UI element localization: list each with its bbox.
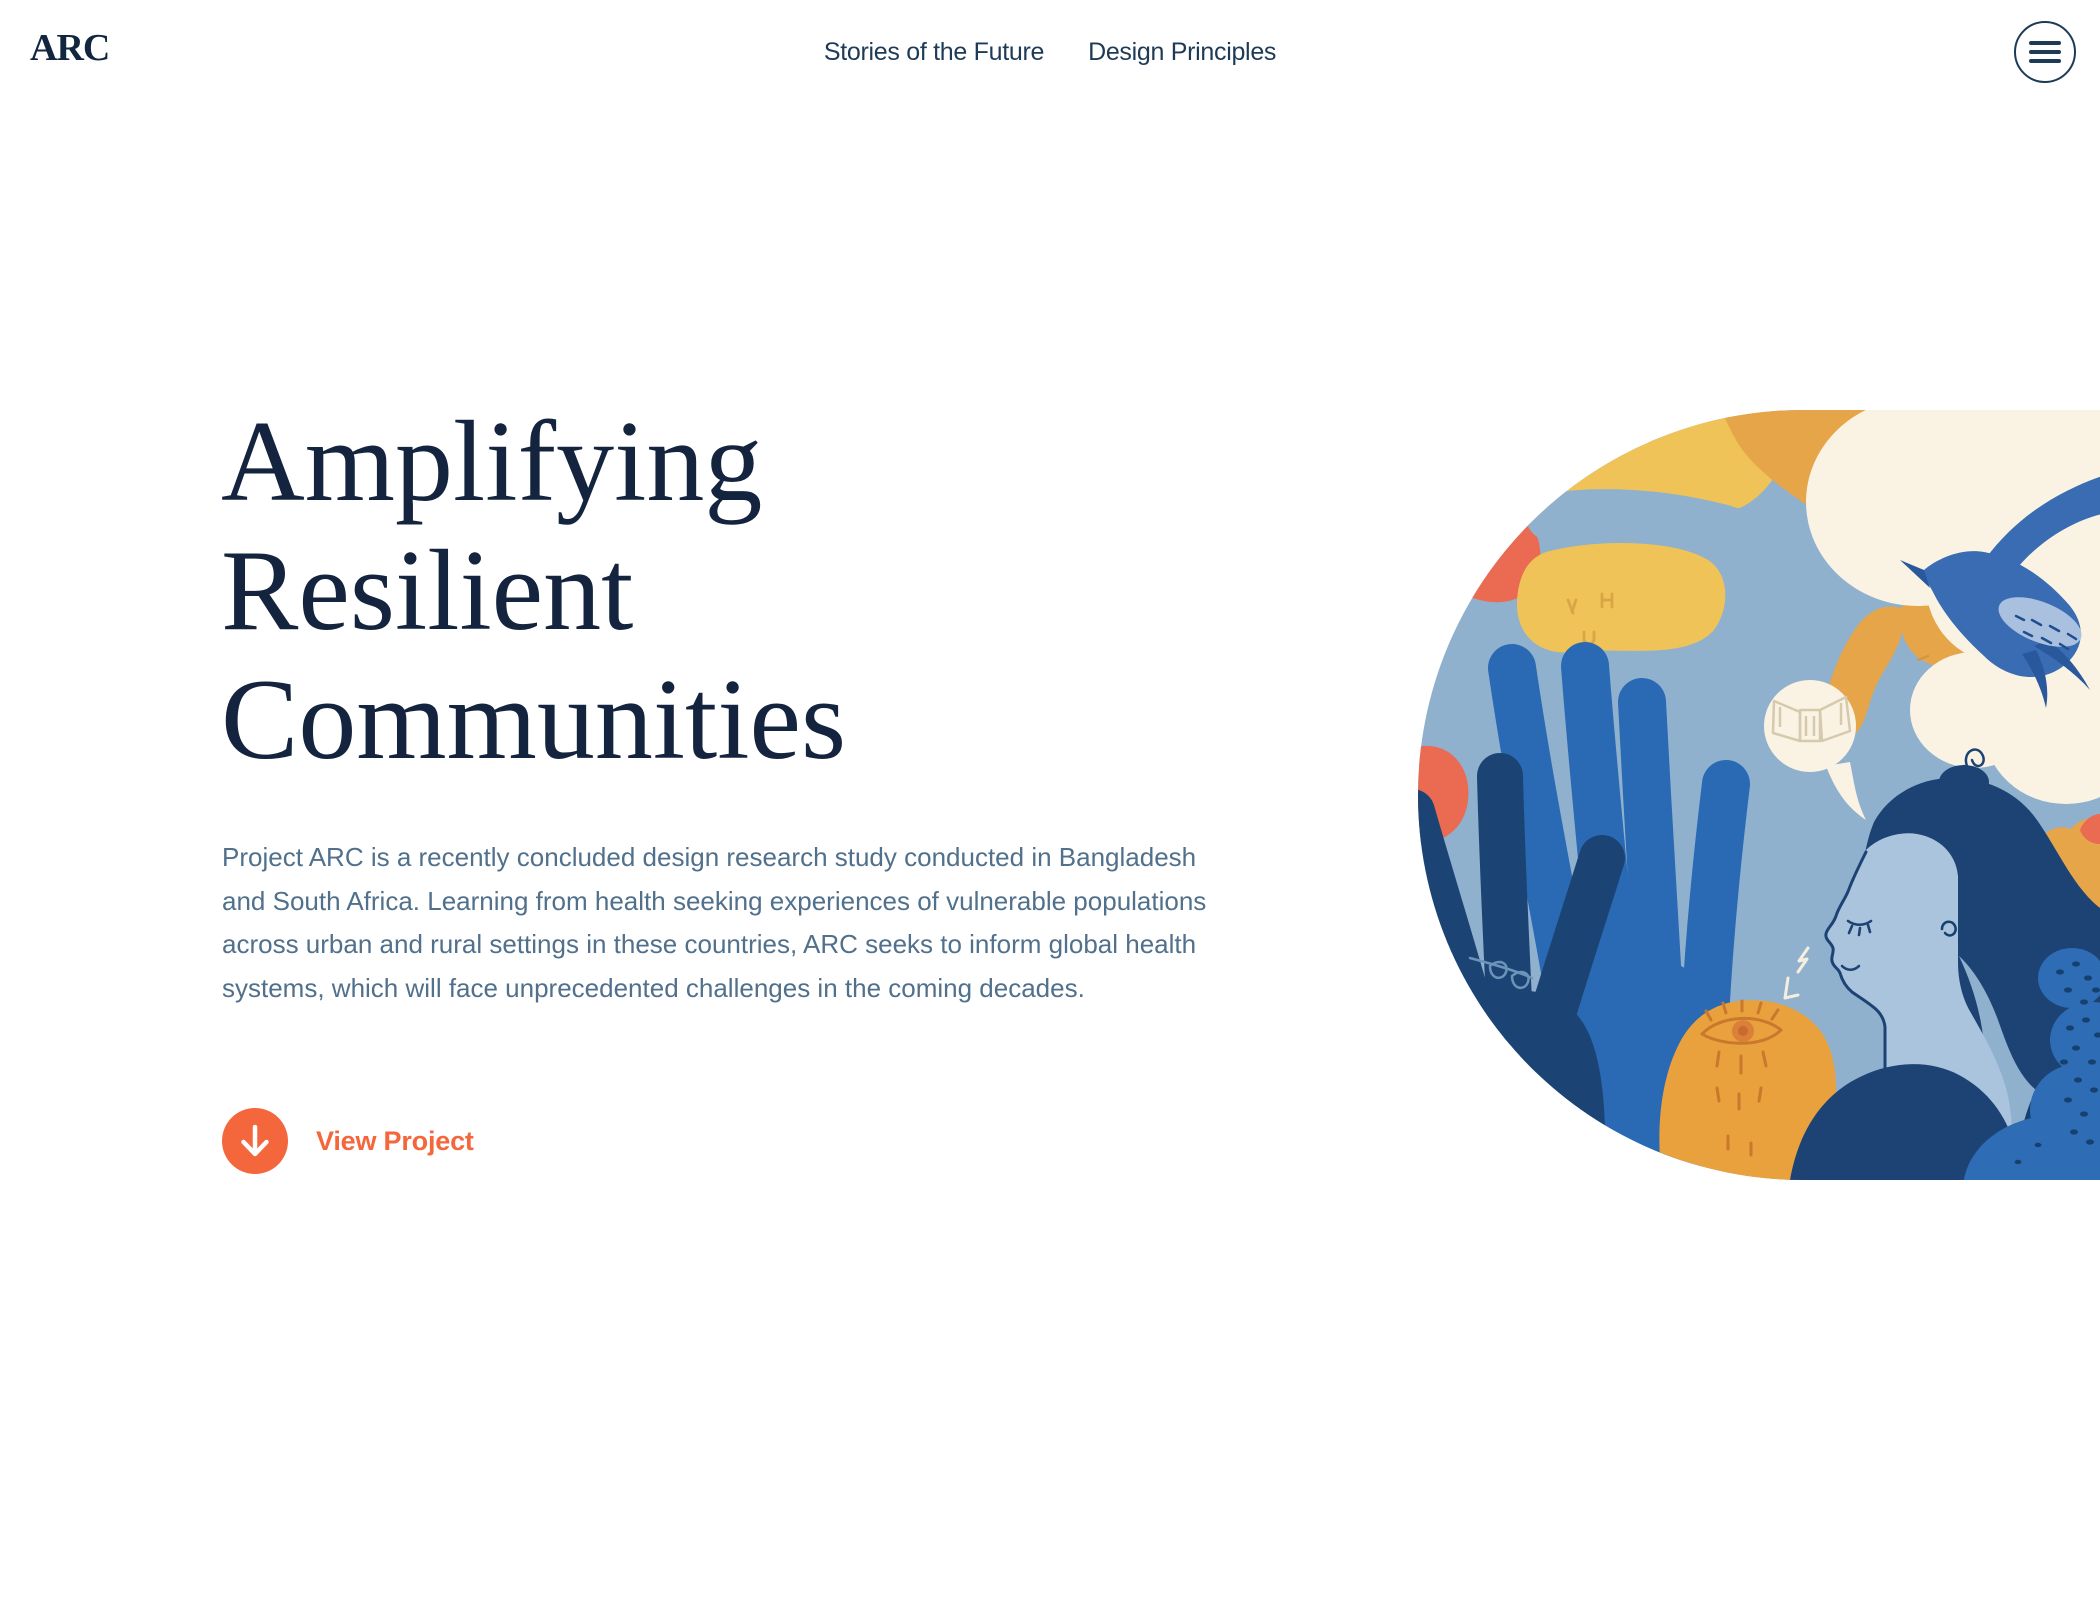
hero-description: Project ARC is a recently concluded design research study conducted in Bangladesh and South Africa. Learning from health seeking experiences of vulnerable populations across urban and rural settings in these countries, ARC seeks to inform global health systems, which will face unprecedented challenges in the coming decades. <box>222 842 1207 1003</box>
nav-item-stories-of-the-future[interactable]: Stories of the Future <box>823 38 1045 66</box>
nav-item-design-principles[interactable]: Design Principles <box>1088 38 1277 66</box>
main-nav <box>824 38 1276 67</box>
menu-button[interactable] <box>2014 21 2076 83</box>
title-line-1: Amplifying <box>221 398 763 526</box>
title-line-2: Resilient <box>221 527 634 655</box>
view-project-button[interactable] <box>222 1108 474 1174</box>
title-line-3: Communities <box>221 656 847 784</box>
page-title <box>221 398 846 785</box>
hero-illustration <box>1418 410 2100 1180</box>
view-project-label[interactable]: View Project <box>316 1125 474 1156</box>
logo[interactable]: ARC <box>30 27 110 69</box>
arrow-down-icon[interactable] <box>222 1108 288 1174</box>
yellow-pill-blob <box>1517 543 1725 653</box>
